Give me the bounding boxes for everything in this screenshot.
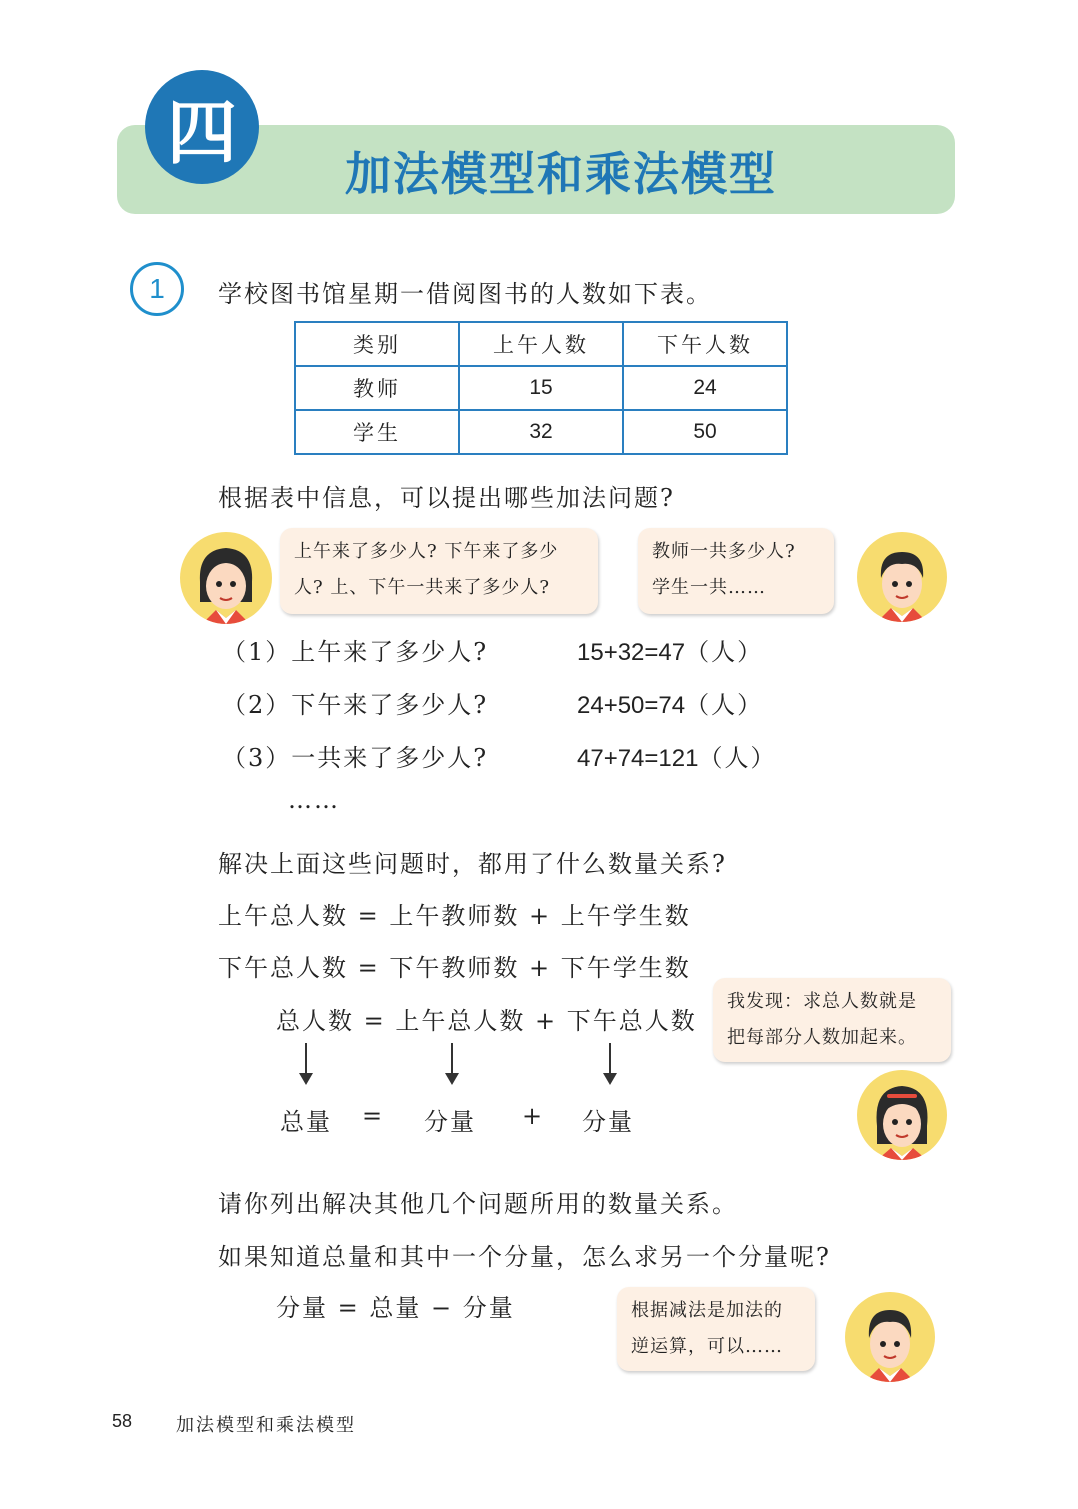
model-part-2: 分量 xyxy=(582,1108,634,1136)
problem-intro: 学校图书馆星期一借阅图书的人数如下表。 xyxy=(218,280,712,308)
girl-2-avatar xyxy=(857,1070,947,1160)
boy-face-icon xyxy=(857,532,947,622)
girl-2-face-icon xyxy=(857,1070,947,1160)
table-header-cell: 类别 xyxy=(295,322,459,366)
girl-face-icon xyxy=(180,532,272,624)
speech-bubble-boy xyxy=(638,528,834,614)
table-cell: 教师 xyxy=(295,366,459,410)
table-cell: 24 xyxy=(623,366,787,410)
question-3-label: （3）一共来了多少人? xyxy=(222,744,489,772)
page-number: 58 xyxy=(112,1411,133,1431)
ellipsis: …… xyxy=(288,786,340,814)
bubble-line: 我发现：求总人数就是 xyxy=(727,991,917,1012)
arrow-down-icon xyxy=(305,1043,307,1083)
table-cell: 学生 xyxy=(295,410,459,454)
data-table xyxy=(294,321,788,455)
chapter-number: 四 xyxy=(145,70,259,184)
question-3-formula: 47+74=121（人） xyxy=(577,744,777,772)
table-cell: 32 xyxy=(459,410,623,454)
boy-2-avatar xyxy=(845,1292,935,1382)
question-text: 根据表中信息，可以提出哪些加法问题? xyxy=(218,484,675,512)
relation-question: 解决上面这些问题时，都用了什么数量关系? xyxy=(218,850,727,878)
model-plus: + xyxy=(522,1102,545,1130)
prompt-2: 如果知道总量和其中一个分量，怎么求另一个分量呢? xyxy=(218,1243,831,1271)
boy-2-face-icon xyxy=(845,1292,935,1382)
footer-title: 加法模型和乘法模型 xyxy=(176,1415,356,1436)
model-total: 总量 xyxy=(280,1108,332,1136)
prompt-1: 请你列出解决其他几个问题所用的数量关系。 xyxy=(218,1190,738,1218)
relation-2: 下午总人数 = 下午教师数 + 下午学生数 xyxy=(218,954,691,982)
arrow-down-icon xyxy=(451,1043,453,1083)
bubble-line: 根据减法是加法的 xyxy=(631,1300,783,1321)
bubble-line: 教师一共多少人? xyxy=(652,541,796,562)
bubble-line: 把每部分人数加起来。 xyxy=(727,1027,917,1048)
question-2-formula: 24+50=74（人） xyxy=(577,691,764,719)
table-row xyxy=(295,366,787,410)
table-header-row xyxy=(295,322,787,366)
problem-number: 1 xyxy=(130,262,184,316)
speech-bubble-girl-2 xyxy=(713,978,951,1062)
question-1-label: （1）上午来了多少人? xyxy=(222,638,489,666)
girl-avatar xyxy=(180,532,272,624)
chapter-title: 加法模型和乘法模型 xyxy=(345,147,777,201)
boy-avatar xyxy=(857,532,947,622)
table-cell: 50 xyxy=(623,410,787,454)
arrow-down-icon xyxy=(609,1043,611,1083)
bubble-line: 学生一共…… xyxy=(652,577,766,598)
speech-bubble-boy-2 xyxy=(617,1287,815,1371)
bubble-line: 逆运算，可以…… xyxy=(631,1336,783,1357)
speech-bubble-girl xyxy=(280,528,598,614)
relation-1: 上午总人数 = 上午教师数 + 上午学生数 xyxy=(218,902,691,930)
subtraction-relation: 分量 = 总量 − 分量 xyxy=(276,1294,515,1322)
question-2-label: （2）下午来了多少人? xyxy=(222,691,489,719)
relation-3: 总人数 = 上午总人数 + 下午总人数 xyxy=(276,1007,697,1035)
table-cell: 15 xyxy=(459,366,623,410)
model-part-1: 分量 xyxy=(424,1108,476,1136)
model-equals: = xyxy=(362,1102,385,1130)
table-row xyxy=(295,410,787,454)
question-1-formula: 15+32=47（人） xyxy=(577,638,764,666)
table-header-cell: 上午人数 xyxy=(459,322,623,366)
bubble-line: 上午来了多少人? 下午来了多少 xyxy=(294,541,559,562)
table-header-cell: 下午人数 xyxy=(623,322,787,366)
bubble-line: 人? 上、下午一共来了多少人? xyxy=(294,577,551,598)
